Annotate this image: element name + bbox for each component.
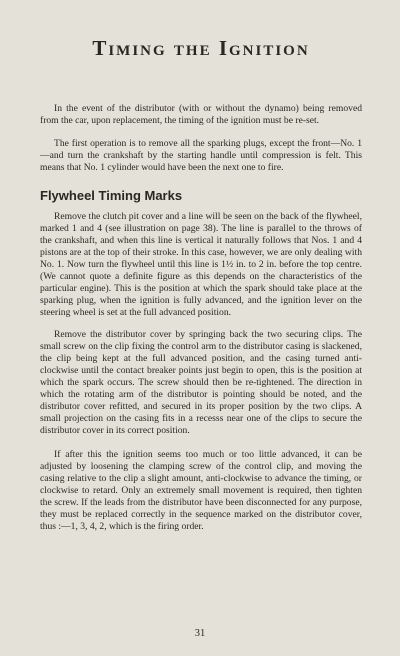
- paragraph-flywheel-3: If after this the ignition seems too much or too little advanced, it can be adjusted by loosening the clamping screw of the control clip, and moving the casing relative to the clip a slight amount, anti-clockwise to advance the timing, or clockwise to retard. Only an extremely small movement is required, then tighten the screw. If the leads from the distributor have been disconnected for any purpose, they must be replaced correctly in the sequence marked on the distributor cover, thus :—1, 3, 4, 2, which is the firing order.: [40, 449, 362, 532]
- paragraph-intro-1: In the event of the distributor (with or without the dynamo) being removed from the car, upon replacement, the timing of the ignition must be re-set.: [40, 103, 362, 126]
- page-title: Timing the Ignition: [92, 36, 310, 60]
- paragraph-intro-2: The first operation is to remove all the sparking plugs, except the front—No. 1—and turn the crankshaft by the starting handle until compression is felt. This means that No. 1 cylinder would have been the next one to fire.: [40, 138, 362, 173]
- section-heading: Flywheel Timing Marks: [40, 188, 183, 203]
- page-number: 31: [194, 628, 206, 639]
- paragraph-flywheel-1: Remove the clutch pit cover and a line will be seen on the back of the flywheel, marked 1 and 4 (see illustration on page 38). The line is parallel to the throws of the crankshaft, and when this line is vertical it naturally follows that Nos. 1 and 4 pistons are at the top of their stroke. In this case, however, we are only dealing with No. 1. Now turn the flywheel until this line is 1½ in. to 2 in. before the top centre. (We cannot quote a definite figure as this depends on the characteristics of the particular engine). This is the position at which the spark should take place at the sparking plug, when the ignition is fully advanced, and the ignition lever on the steering wheel is set at the full advanced position.: [40, 211, 362, 318]
- paragraph-flywheel-2: Remove the distributor cover by springing back the two securing clips. The small screw on the clip fixing the control arm to the distributor casing is slackened, the clip being kept at the full advanced position, and the casing turned anti-clockwise until the contact breaker points just begin to open, this is the position at which the spark occurs. The screw should then be re-tightened. The direction in which the rotating arm of the distributor is pointing should be noted, and the distributor cover refitted, and secured in its proper position by the two clips. A small projection on the casing fits in a recesss near one of the clips to secure the distributor cover in its correct position.: [40, 329, 362, 436]
